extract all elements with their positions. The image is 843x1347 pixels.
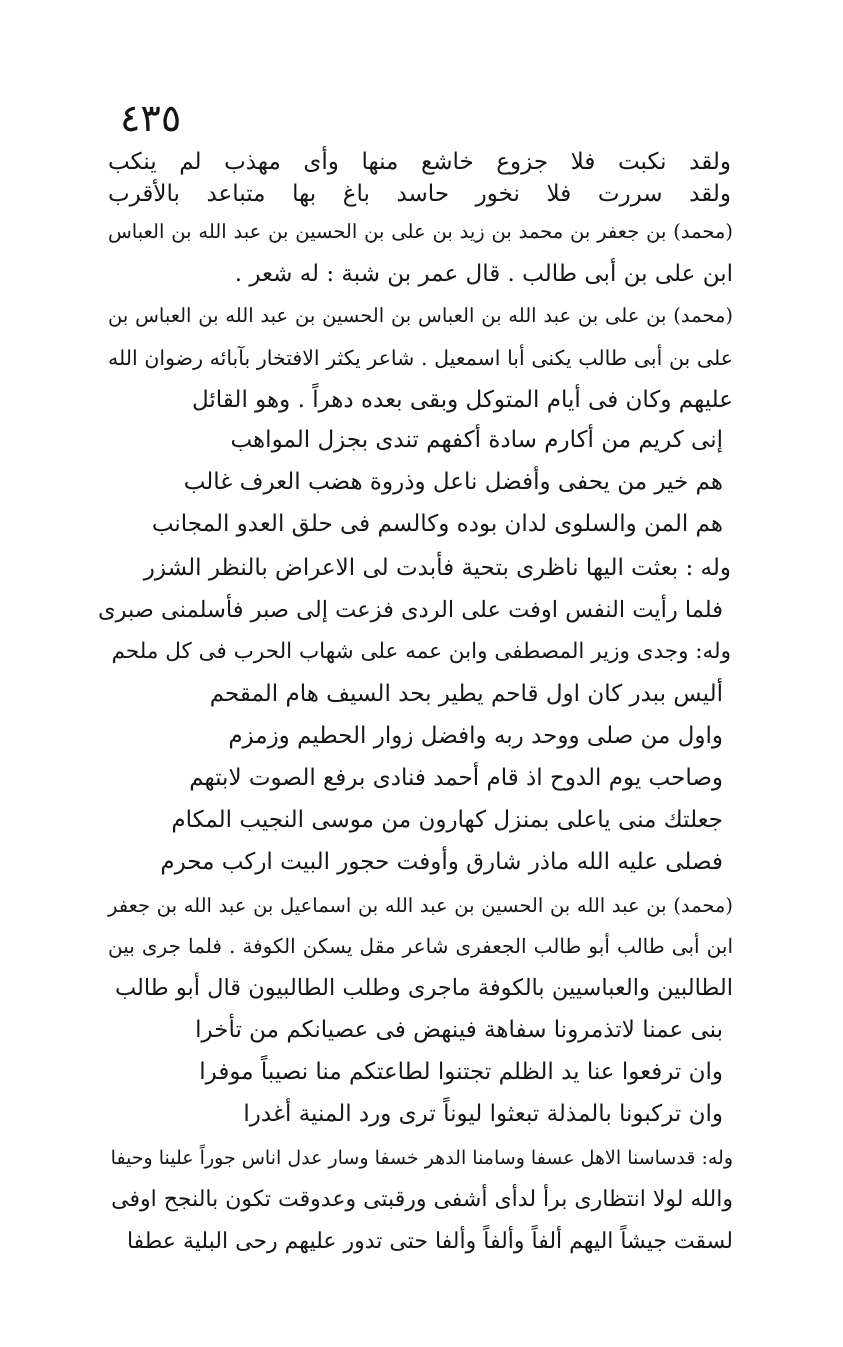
text-line: ولقد نكبت فلا جزوع خاشع منها وأى مهذب لم ينكب (108, 149, 731, 175)
verse-line: هم خير من يحفى وأفضل ناعل وذروة هضب العرف غالب (183, 469, 723, 495)
text-line: عليهم وكان فى أيام المتوكل وبقى بعده دهراً . وهو القائل (191, 387, 733, 413)
verse-line: وله: قدساسنا الاهل عسفا وسامنا الدهر خسفا وسار عدل اناس جوراً علينا وحيفا (110, 1147, 733, 1169)
verse-line: وله : بعثت اليها ناظرى بتحية فأبدت لى الاعراض بالنظر الشزر (143, 555, 731, 581)
verse-line: فصلى عليه الله ماذر شارق وأوفت حجور البيت اركب محرم (160, 849, 723, 875)
verse-line: واول من صلى ووحد ربه وافضل زوار الحطيم وزمزم (228, 723, 723, 749)
text-line: على بن أبى طالب يكنى أبا اسمعيل . شاعر يكثر الافتخار بآبائه رضوان الله (108, 346, 733, 370)
verse-line: وان تركبونا بالمذلة تبعثوا ليوناً ترى ورد المنية أغدرا (243, 1101, 723, 1127)
text-line: (محمد) بن عبد الله بن الحسين بن عبد الله بن اسماعيل بن عبد الله بن جعفر (108, 894, 733, 917)
verse-line: وصاحب يوم الدوح اذ قام أحمد فنادى برفع الصوت لابتهم (189, 765, 723, 791)
verse-line: وله: وجدى وزير المصطفى وابن عمه على شهاب الحرب فى كل ملحم (111, 639, 731, 664)
verse-line: هم المن والسلوى لدان بوده وكالسم فى حلق العدو المجانب (151, 511, 723, 537)
verse-line: والله لولا انتظارى برأ لدأى أشفى ورقبتى وعدوقت تكون بالنجح اوفى (111, 1187, 733, 1212)
text-line: (محمد) بن جعفر بن محمد بن زيد بن على بن الحسين بن عبد الله بن العباس (108, 220, 733, 243)
verse-line: فلما رأيت النفس اوفت على الردى فزعت إلى صبر فأسلمنى صبرى (97, 597, 723, 623)
verse-line: إنى كريم من أكارم سادة أكفهم تندى بجزل المواهب (230, 427, 723, 453)
page-number: ٤٣٥ (120, 96, 182, 140)
verse-line: وان ترفعوا عنا يد الظلم تجتنوا لطاعتكم منا نصيباً موفرا (199, 1059, 723, 1085)
text-line: ابن أبى طالب أبو طالب الجعفرى شاعر مقل يسكن الكوفة . فلما جرى بين (108, 934, 733, 958)
verse-line: لسقت جيشاً اليهم ألفاً وألفاً وألفا حتى تدور عليهم رحى البلية عطفا (126, 1229, 733, 1254)
verse-line: أليس ببدر كان اول قاحم يطير بحد السيف هام المقحم (209, 681, 723, 707)
text-line: ولقد سررت فلا نخور حاسد باغ بها متباعد بالأقرب (108, 181, 731, 207)
text-line: (محمد) بن على بن عبد الله بن العباس بن الحسين بن عبد الله بن العباس بن (108, 304, 733, 327)
verse-line: بنى عمنا لاتذمرونا سفاهة فينهض فى عصيانكم من تأخرا (195, 1017, 723, 1043)
text-line: ابن على بن أبى طالب . قال عمر بن شبة : له شعر . (234, 261, 733, 287)
text-line: الطالبين والعباسيين بالكوفة ماجرى وطلب الطالبيون قال أبو طالب (114, 975, 733, 1001)
verse-line: جعلتك منى ياعلى بمنزل كهارون من موسى النجيب المكام (171, 807, 723, 833)
